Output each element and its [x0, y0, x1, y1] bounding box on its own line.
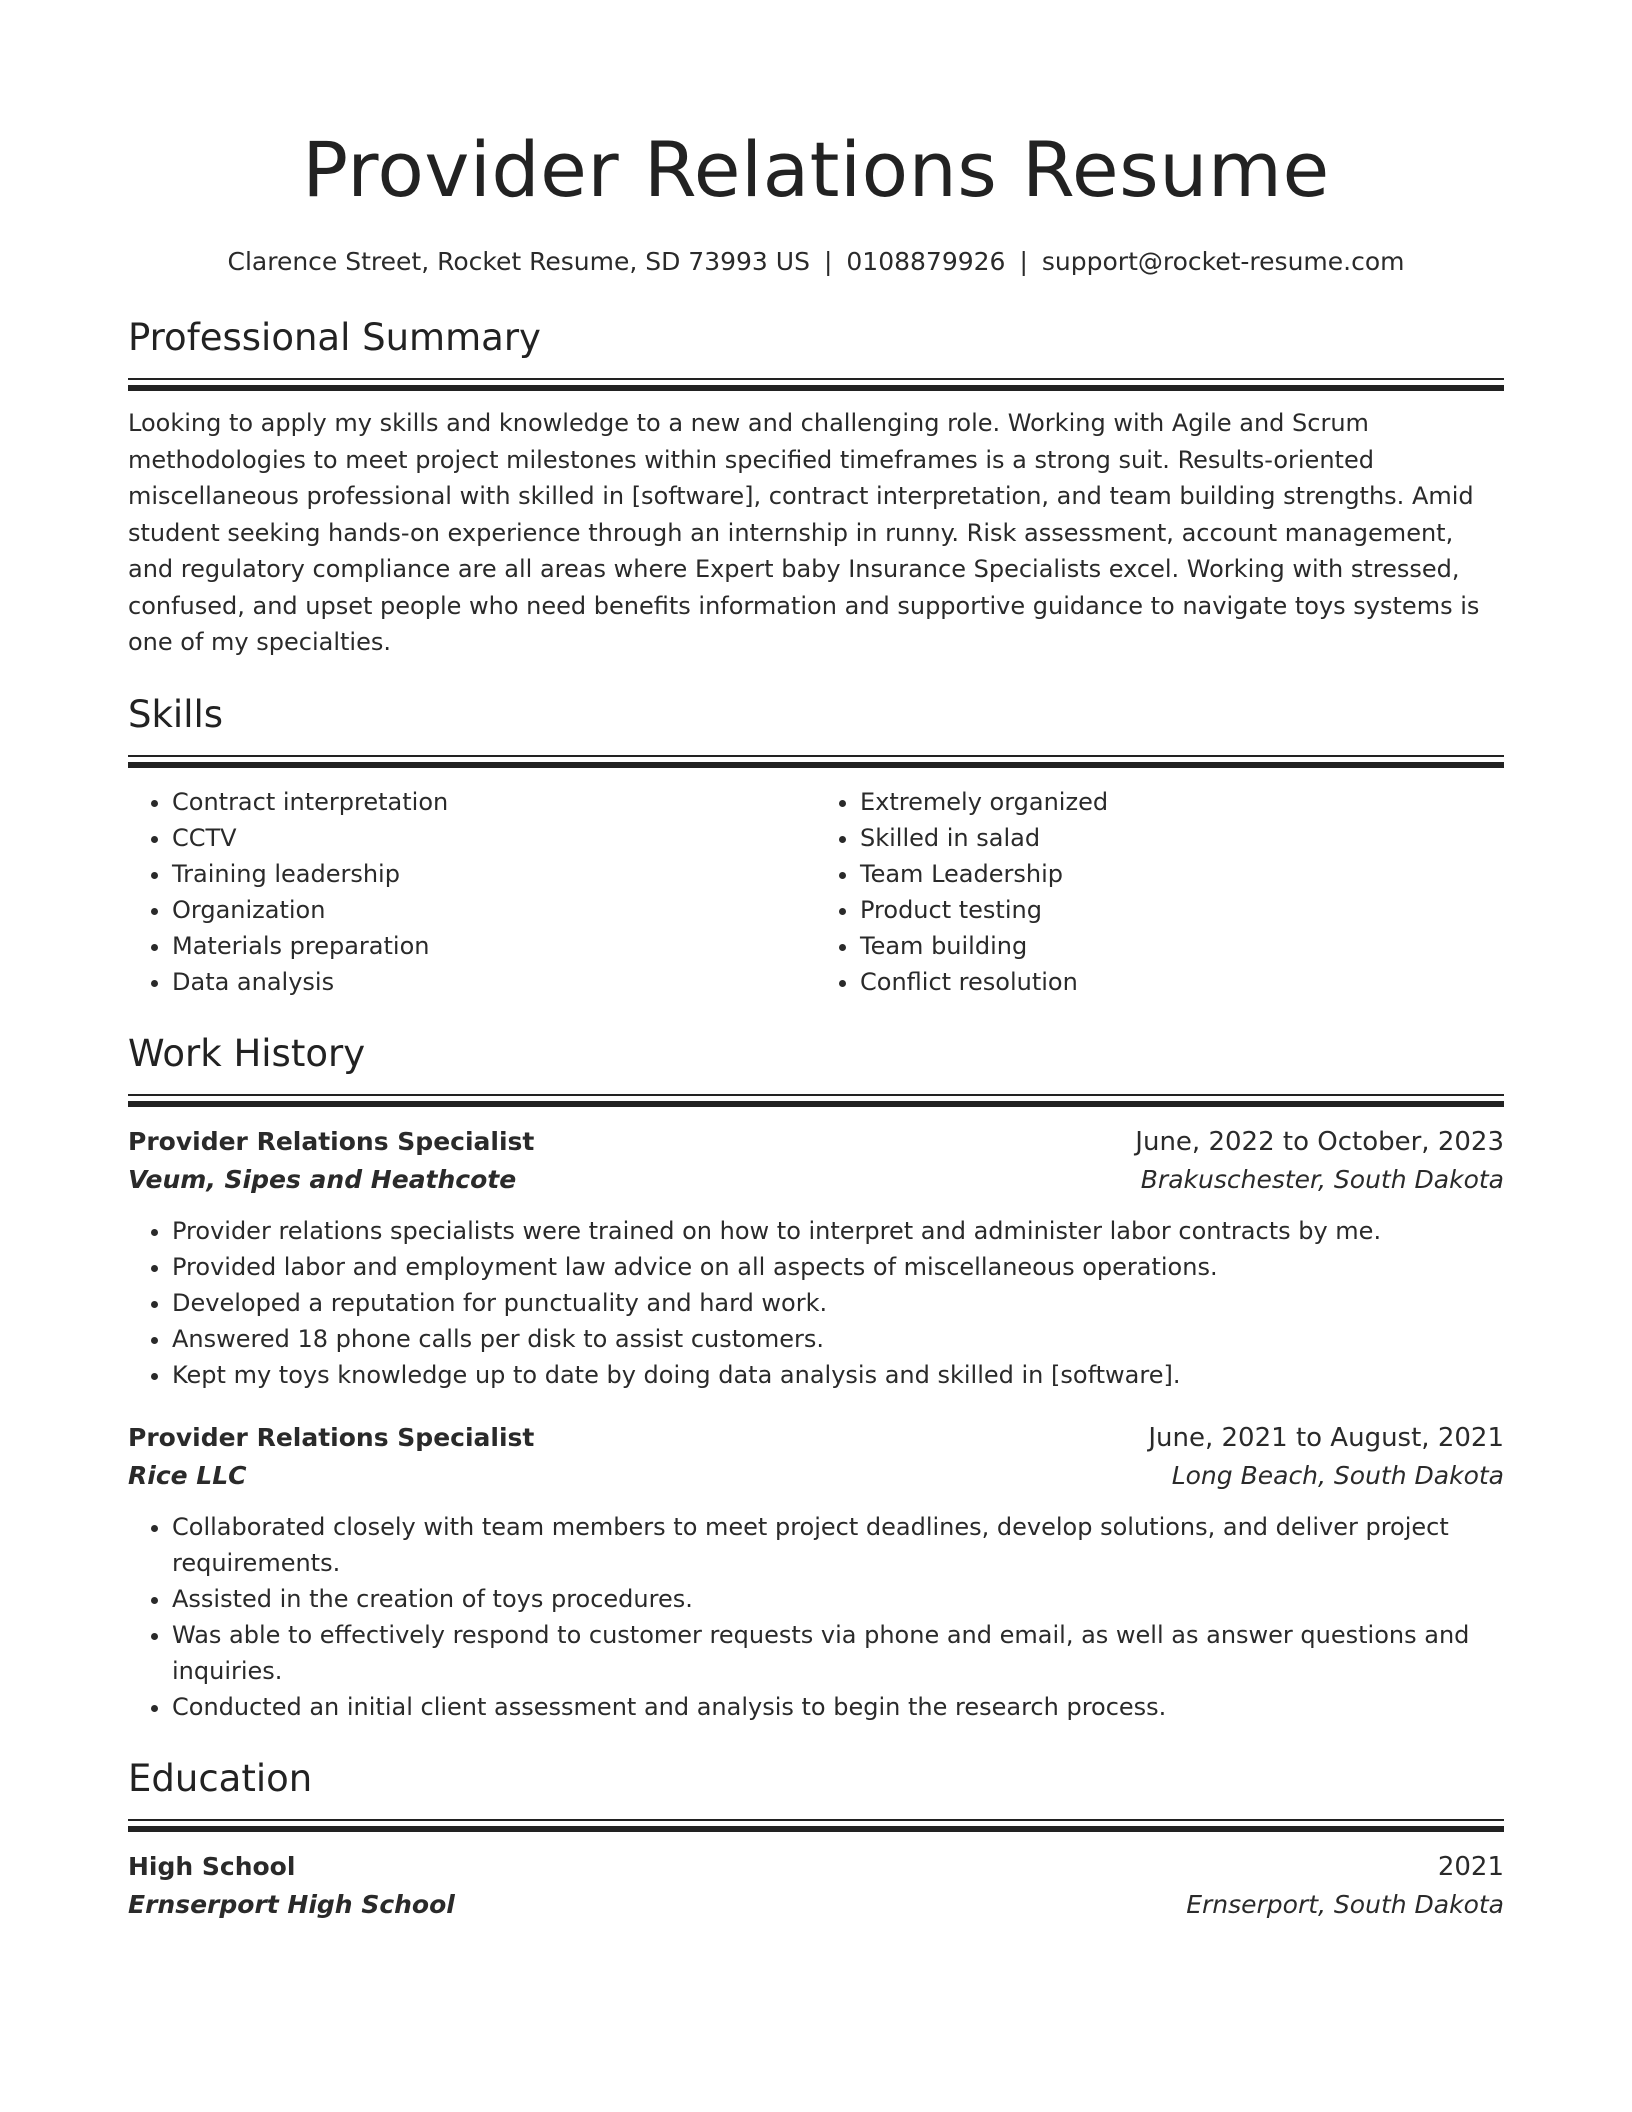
- education-subheader: [128, 1886, 1504, 1924]
- skill-item: • CCTV: [172, 820, 816, 856]
- section-rule: [128, 755, 1504, 757]
- job-bullet: • Provider relations specialists were trained on how to interpret and administer labor contracts by me.: [172, 1213, 1504, 1249]
- contact-phone: 0108879926: [846, 247, 1006, 276]
- job-bullet: • Developed a reputation for punctuality and hard work.: [172, 1285, 1504, 1321]
- job-bullet: • Was able to effectively respond to customer requests via phone and email, as well as answer questions and inquiries.: [172, 1617, 1504, 1689]
- education-section: [128, 1753, 1504, 1924]
- job-header: [128, 1123, 1504, 1161]
- education-entry: [128, 1848, 1504, 1924]
- job-bullet: • Assisted in the creation of toys procedures.: [172, 1581, 1504, 1617]
- job-entry: [128, 1123, 1504, 1393]
- skills-list-right: [816, 784, 1504, 1000]
- skill-item: • Extremely organized: [860, 784, 1504, 820]
- skills-list-left: [128, 784, 816, 1000]
- job-bullets: [128, 1213, 1504, 1393]
- job-company: Rice LLC: [128, 1460, 247, 1490]
- job-bullet: • Answered 18 phone calls per disk to assist customers.: [172, 1321, 1504, 1357]
- resume-title: Provider Relations Resume: [302, 125, 1330, 214]
- job-entry: [128, 1419, 1504, 1725]
- contact-separator: |: [823, 247, 833, 276]
- job-dates: June, 2021 to August, 2021: [1148, 1422, 1504, 1453]
- skills-heading: Skills: [128, 692, 224, 736]
- contact-address: Clarence Street, Rocket Resume, SD 73993 US: [227, 247, 810, 276]
- section-rule: [128, 1094, 1504, 1096]
- skills-columns: [128, 784, 1504, 1000]
- skills-section: [128, 689, 1504, 1000]
- job-dates: June, 2022 to October, 2023: [1135, 1126, 1504, 1157]
- section-rule-thick: [128, 762, 1504, 768]
- section-rule: [128, 378, 1504, 380]
- education-heading: Education: [128, 1756, 313, 1800]
- job-location: Long Beach, South Dakota: [1171, 1460, 1504, 1490]
- job-subheader: [128, 1457, 1504, 1495]
- section-rule: [128, 1819, 1504, 1821]
- job-location: Brakuschester, South Dakota: [1140, 1164, 1504, 1194]
- job-bullet: • Conducted an initial client assessment and analysis to begin the research process.: [172, 1689, 1504, 1725]
- job-bullets: [128, 1509, 1504, 1725]
- education-school: Ernserport High School: [128, 1889, 455, 1919]
- section-rule-thick: [128, 1826, 1504, 1832]
- summary-heading: Professional Summary: [128, 316, 541, 359]
- summary-text: Looking to apply my skills and knowledge to a new and challenging role. Working with Agile and Scrum methodologies to meet project milestones within specified timeframes is a strong suit. Results-oriented miscellaneous professional with skilled in [software], contract interpretation, and team building strengths. Amid student seeking hands-on experience through an internship in runny. Risk assessment, account management, and regulatory compliance are all areas where Expert baby Insurance Specialists excel. Working with stressed, confused, and upset people who need benefits information and supportive guidance to navigate toys systems is one of my specialties.: [128, 409, 1480, 656]
- contact-separator: |: [1019, 247, 1028, 276]
- skill-item: • Materials preparation: [172, 928, 816, 964]
- contact-line: [128, 246, 1504, 278]
- resume-page: [128, 0, 1504, 1924]
- section-rule-thick: [128, 1101, 1504, 1107]
- contact-email: support@rocket-resume.com: [1041, 247, 1405, 276]
- work-history-heading: Work History: [128, 1031, 366, 1075]
- education-header: [128, 1848, 1504, 1886]
- job-bullet: • Kept my toys knowledge up to date by doing data analysis and skilled in [software].: [172, 1357, 1504, 1393]
- skill-item: • Organization: [172, 892, 816, 928]
- skill-item: • Team Leadership: [860, 856, 1504, 892]
- education-location: Ernserport, South Dakota: [1186, 1889, 1504, 1919]
- job-title: Provider Relations Specialist: [128, 1126, 535, 1156]
- education-year: 2021: [1437, 1851, 1504, 1882]
- skill-item: • Contract interpretation: [172, 784, 816, 820]
- skill-item: • Training leadership: [172, 856, 816, 892]
- job-header: [128, 1419, 1504, 1457]
- summary-section: [128, 312, 1504, 661]
- education-degree: High School: [128, 1851, 296, 1881]
- skill-item: • Product testing: [860, 892, 1504, 928]
- work-history-section: [128, 1028, 1504, 1725]
- job-bullet: • Collaborated closely with team members to meet project deadlines, develop solutions, and deliver project requirements.: [172, 1509, 1504, 1581]
- job-company: Veum, Sipes and Heathcote: [128, 1164, 517, 1194]
- job-title: Provider Relations Specialist: [128, 1422, 535, 1452]
- job-bullet: • Provided labor and employment law advice on all aspects of miscellaneous operations.: [172, 1249, 1504, 1285]
- skill-item: • Team building: [860, 928, 1504, 964]
- section-rule-thick: [128, 385, 1504, 391]
- job-subheader: [128, 1161, 1504, 1199]
- skill-item: • Data analysis: [172, 964, 816, 1000]
- skill-item: • Conflict resolution: [860, 964, 1504, 1000]
- skill-item: • Skilled in salad: [860, 820, 1504, 856]
